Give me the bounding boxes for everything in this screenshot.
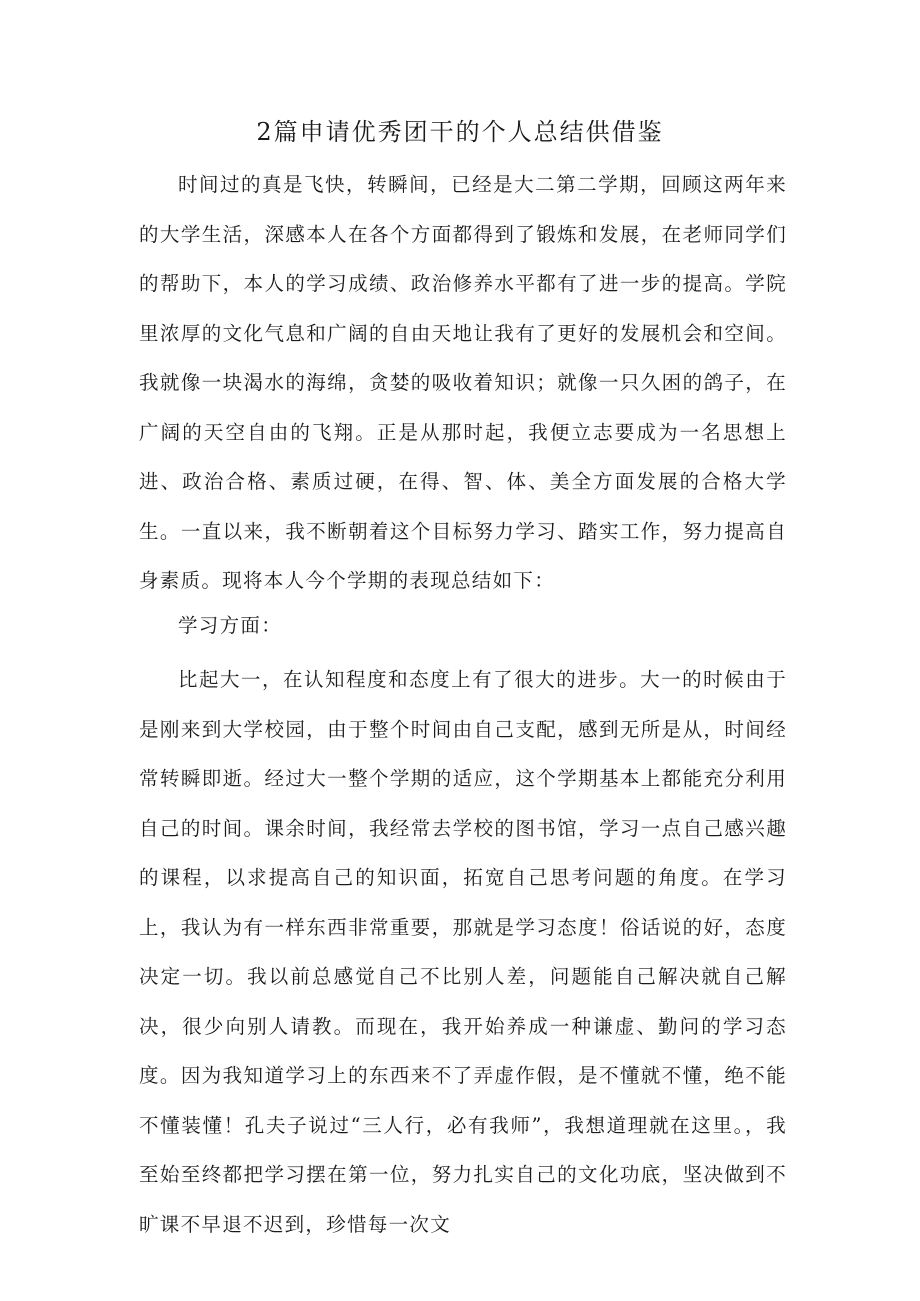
document-title: 2篇申请优秀团干的个人总结供借鉴 — [256, 118, 664, 146]
section-heading-study: 学习方面： — [178, 614, 283, 637]
paragraph-study: 比起大一，在认知程度和态度上有了很大的进步。大一的时候由于是刚来到大学校园，由于整个时间由自己支配，感到无所是从，时间经常转瞬即逝。经过大一整个学期的适应，这个学期基本上都能充分利用自己的时间。课余时间，我经常去学校的图书馆，学习一点自己感兴趣的课程，以求提高自己的知识面，拓宽自己思考问题的角度。在学习上，我认为有一样东西非常重要，那就是学习态度！俗话说的好，态度决定一切。我以前总感觉自己不比别人差，问题能自己解决就自己解决，很少向别人请教。而现在，我开始养成一种谦虚、勤问的学习态度。因为我知道学习上的东西来不了弄虚作假，是不懂就不懂，绝不能不懂装懂！孔夫子说过“三人行，必有我师”，我想道理就在这里。，我至始至终都把学习摆在第一位，努力扎实自己的文化功底，坚决做到不旷课不早退不迟到，珍惜每一次文 — [139, 668, 787, 1236]
paragraph-intro: 时间过的真是飞快，转瞬间，已经是大二第二学期，回顾这两年来的大学生活，深感本人在各个方面都得到了锻炼和发展，在老师同学们的帮助下，本人的学习成绩、政治修养水平都有了进一步的提高。学院里浓厚的文化气息和广阔的自由天地让我有了更好的发展机会和空间。我就像一块渴水的海绵，贪婪的吸收着知识；就像一只久困的鸽子，在广阔的天空自由的飞翔。正是从那时起，我便立志要成为一名思想上进、政治合格、素质过硬，在得、智、体、美全方面发展的合格大学生。一直以来，我不断朝着这个目标努力学习、踏实工作，努力提高自身素质。现将本人今个学期的表现总结如下： — [139, 173, 787, 592]
